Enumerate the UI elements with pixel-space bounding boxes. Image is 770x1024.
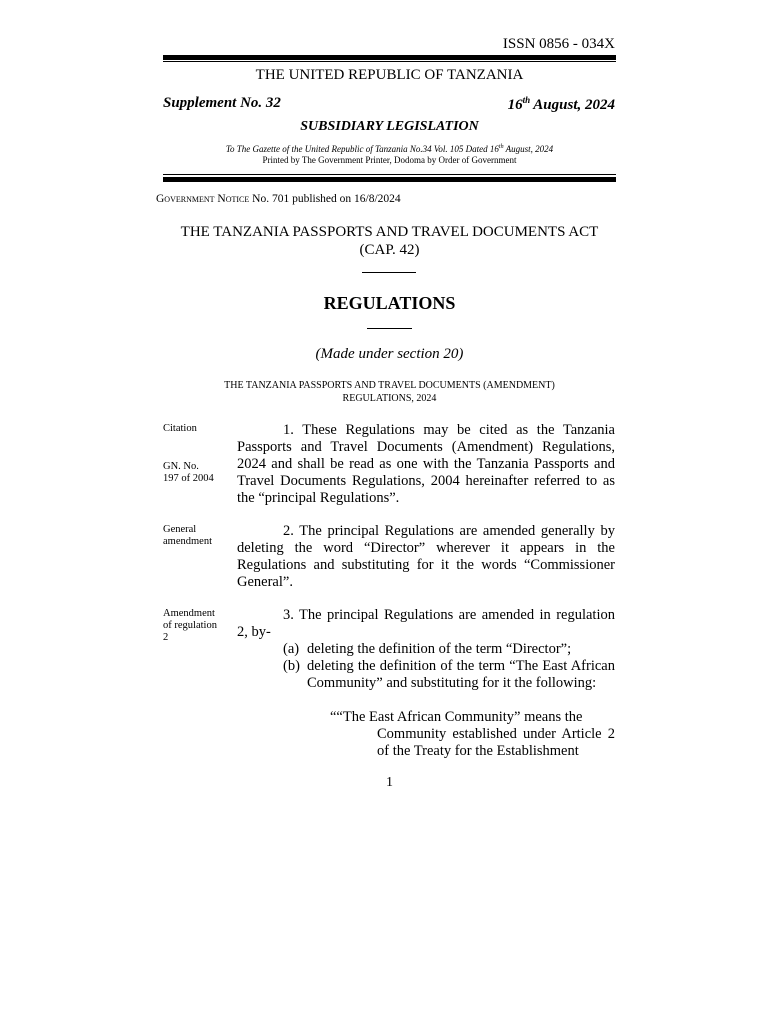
margin-general-line-2: amendment bbox=[163, 536, 212, 547]
government-notice bbox=[156, 193, 401, 205]
margin-note-amendment-reg-2 bbox=[163, 608, 233, 644]
act-chapter: (CAP. 42) bbox=[359, 242, 420, 258]
item-a-label: (a) bbox=[283, 641, 300, 657]
notice-details: No. 701 published on 16/8/2024 bbox=[249, 193, 401, 205]
item-b-label: (b) bbox=[283, 658, 300, 674]
notice-prefix: Government Notice bbox=[156, 193, 250, 205]
date-rest: August, 2024 bbox=[530, 97, 615, 113]
gazette-text-end: August, 2024 bbox=[503, 144, 554, 154]
subsidiary-legislation-heading: SUBSIDIARY LEGISLATION bbox=[300, 119, 479, 134]
margin-gn-line-1: GN. No. bbox=[163, 461, 199, 472]
item-a-text: deleting the definition of the term “Director”; bbox=[307, 641, 572, 657]
margin-citation: Citation bbox=[163, 423, 197, 434]
subtitle-line-2: REGULATIONS, 2024 bbox=[342, 393, 437, 404]
margin-gn-line-2: 197 of 2004 bbox=[163, 473, 214, 484]
enabling-section: (Made under section 20) bbox=[315, 346, 464, 362]
gazette-text: To The Gazette of the United Republic of Tanzania No.34 Vol. 105 Dated 16 bbox=[225, 144, 499, 154]
margin-amend-line-1: Amendment bbox=[163, 608, 215, 619]
margin-note-citation bbox=[163, 423, 233, 435]
divider-short-2 bbox=[367, 328, 412, 329]
supplement-date bbox=[508, 95, 615, 114]
margin-note-gn bbox=[163, 461, 233, 485]
divider-short bbox=[362, 272, 416, 273]
republic-title: THE UNITED REPUBLIC OF TANZANIA bbox=[255, 67, 524, 83]
item-b-text: deleting the definition of the term “The East African Community” and substituting for it the following: bbox=[307, 658, 615, 691]
regulations-subtitle bbox=[163, 379, 616, 405]
subtitle-line-1: THE TANZANIA PASSPORTS AND TRAVEL DOCUMENTS (AMENDMENT) bbox=[224, 380, 555, 391]
margin-note-general-amendment bbox=[163, 524, 233, 548]
paragraph-1: 1. These Regulations may be cited as the Tanzania Passports and Travel Documents (Amendment) Regulations, 2024 and shall be read as one with the Tanzania Passports and Travel Documents Regulations, 2004 hereinafter referred to as the “principal Regulations”. bbox=[237, 422, 615, 506]
date-suffix: th bbox=[522, 95, 531, 105]
paragraph-3: 3. The principal Regulations are amended in regulation 2, by- bbox=[237, 607, 615, 640]
gazette-reference bbox=[163, 144, 616, 154]
supplement-number: Supplement No. 32 bbox=[163, 95, 281, 111]
margin-amend-line-2: of regulation bbox=[163, 620, 217, 631]
issn-number: ISSN 0856 - 034X bbox=[502, 36, 615, 52]
act-title: THE TANZANIA PASSPORTS AND TRAVEL DOCUMENTS ACT bbox=[180, 224, 599, 240]
quoted-definition-continued: Community established under Article 2 of the Treaty for the Establishment bbox=[377, 726, 615, 759]
printer-line: Printed by The Government Printer, Dodoma by Order of Government bbox=[262, 155, 517, 165]
header-rule-bottom bbox=[163, 177, 616, 182]
act-title-block bbox=[163, 223, 616, 259]
margin-general-line-1: General bbox=[163, 524, 197, 535]
header-rule-top-thin bbox=[163, 61, 616, 62]
quoted-definition-first-line: ““The East African Community” means the bbox=[330, 709, 583, 725]
paragraph-2: 2. The principal Regulations are amended generally by deleting the word “Director” wherever it appears in the Regulations and substituting for it the words “Commissioner General”. bbox=[237, 523, 615, 590]
gazette-date-suffix: th bbox=[498, 144, 504, 150]
margin-amend-line-3: 2 bbox=[163, 632, 169, 643]
header-rule-bottom-thin bbox=[163, 174, 616, 175]
date-day: 16 bbox=[507, 97, 523, 113]
page-number: 1 bbox=[386, 775, 393, 790]
regulations-heading: REGULATIONS bbox=[323, 293, 456, 313]
header-rule-top bbox=[163, 55, 616, 60]
